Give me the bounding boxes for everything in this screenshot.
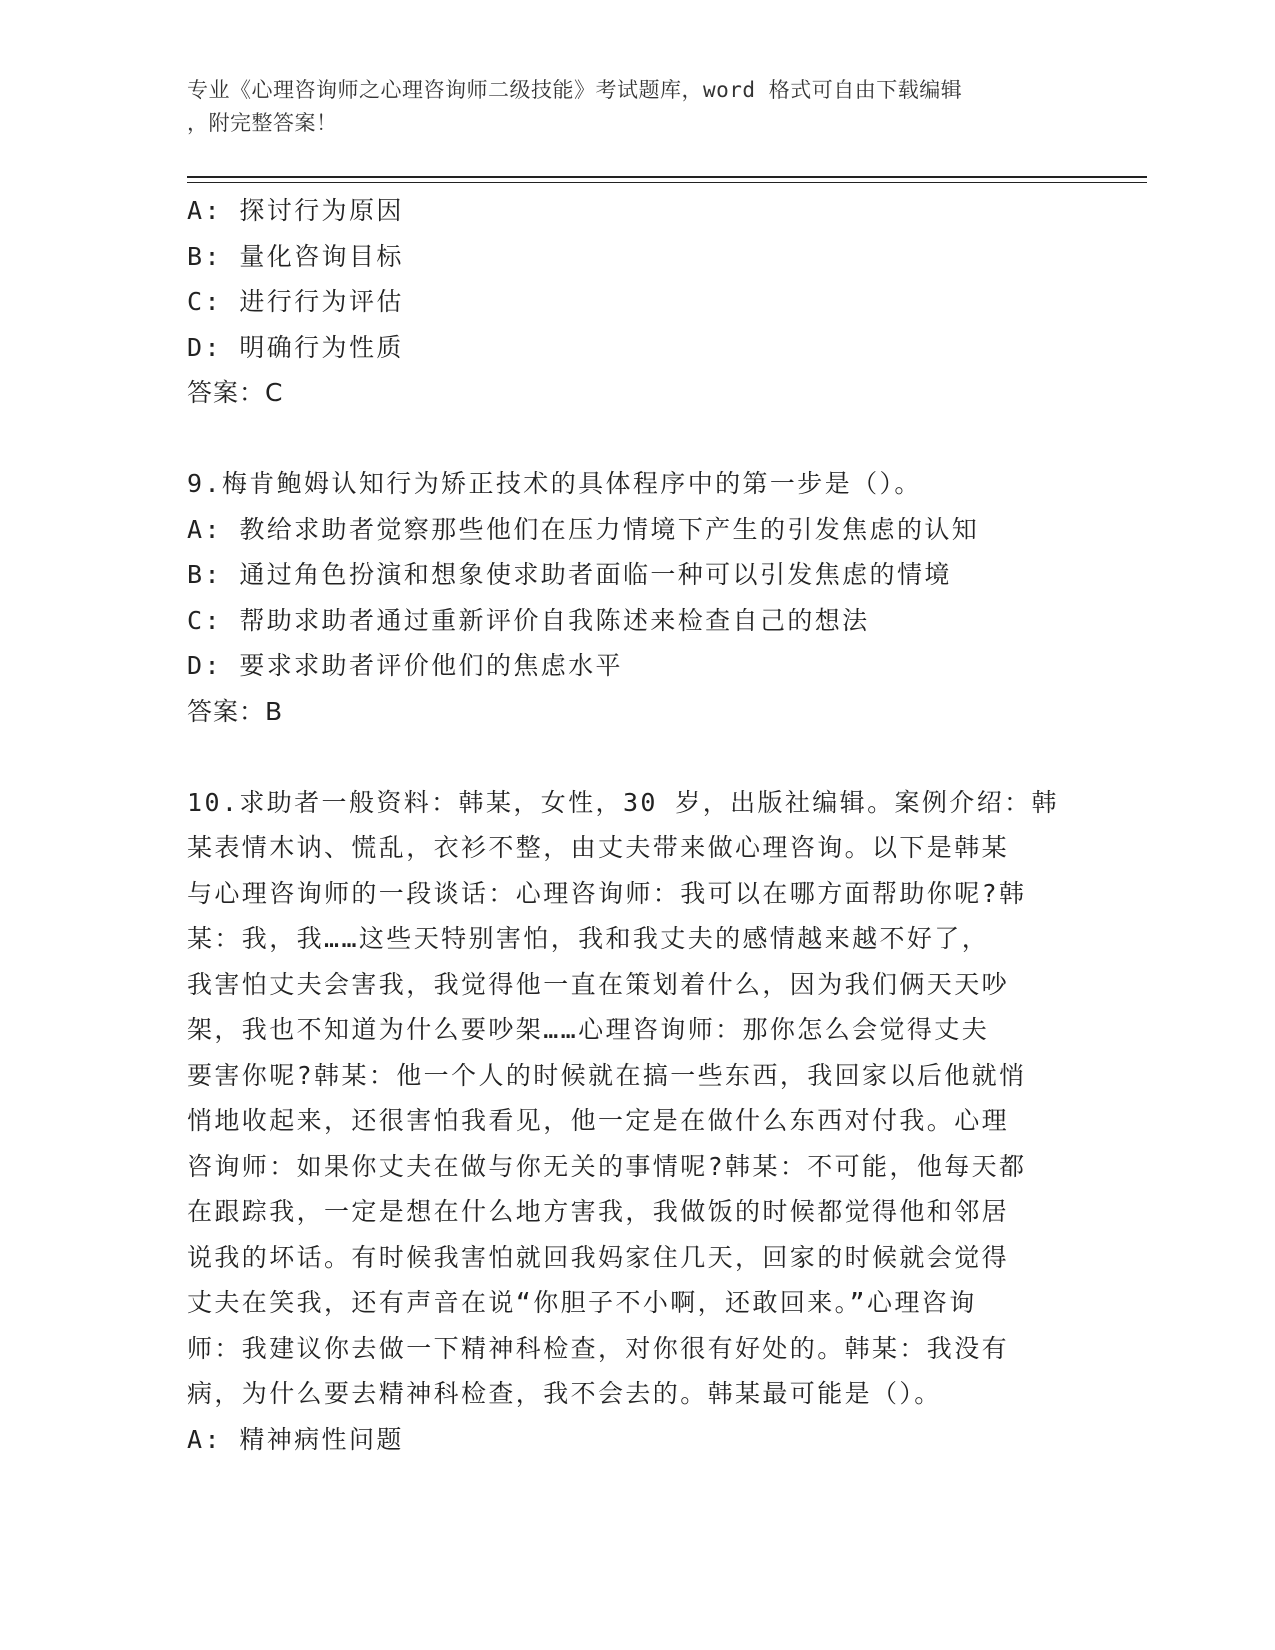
header-line-2: ，附完整答案！ [187,111,338,135]
header-rule-thin [187,182,1147,183]
q10-stem-line: 某：我，我……这些天特别害怕，我和我丈夫的感情越来越不好了， [187,924,990,953]
q8-option-c: C: 进行行为评估 [187,287,404,316]
header-rule-thick [187,176,1147,178]
q9-option-b: B: 通过角色扮演和想象使求助者面临一种可以引发焦虑的情境 [187,560,952,589]
q10-stem-line: 说我的坏话。有时候我害怕就回我妈家住几天，回家的时候就会觉得 [187,1242,1010,1272]
q10-stem-line: 咨询师：如果你丈夫在做与你无关的事情呢?韩某：不可能，他每天都 [187,1151,1027,1181]
q10-stem-line: 要害你呢?韩某：他一个人的时候就在搞一些东西，我回家以后他就悄 [187,1060,1027,1090]
q9-answer: 答案：B [187,696,284,726]
q10-stem-line: 10.求助者一般资料：韩某，女性，30 岁，出版社编辑。案例介绍：韩 [187,787,1059,817]
q8-option-b: B: 量化咨询目标 [187,241,404,271]
document-body [187,188,1087,1462]
q10-stem-line: 架，我也不知道为什么要吵架……心理咨询师：那你怎么会觉得丈夫 [187,1015,990,1044]
q10-stem-line: 悄地收起来，还很害怕我看见，他一定是在做什么东西对付我。心理 [187,1106,1010,1135]
q9-option-c: C: 帮助求助者通过重新评价自我陈述来检查自己的想法 [187,605,870,635]
q9-stem: 9.梅肯鲍姆认知行为矫正技术的具体程序中的第一步是（）。 [187,469,922,498]
header-line-1: 专业《心理咨询师之心理咨询师二级技能》考试题库，word 格式可自由下载编辑 [187,78,963,102]
q9-option-d: D: 要求求助者评价他们的焦虑水平 [187,651,623,680]
q10-stem-line: 与心理咨询师的一段谈话：心理咨询师：我可以在哪方面帮助你呢?韩 [187,878,1027,908]
q9-option-a: A: 教给求助者觉察那些他们在压力情境下产生的引发焦虑的认知 [187,514,980,544]
q10-stem-line: 师：我建议你去做一下精神科检查，对你很有好处的。韩某：我没有 [187,1333,1010,1363]
q10-stem [187,780,1087,1417]
spacer [187,734,1087,780]
q10-option-a: A: 精神病性问题 [187,1424,404,1454]
document-header [187,74,1087,140]
q8-answer: 答案：C [187,378,284,407]
q8-option-a: A: 探讨行为原因 [187,196,404,225]
q10-stem-line: 某表情木讷、慌乱，衣衫不整，由丈夫带来做心理咨询。以下是韩某 [187,833,1010,862]
q10-stem-line: 丈夫在笑我，还有声音在说“你胆子不小啊，还敢回来。”心理咨询 [187,1288,977,1317]
q10-stem-line: 病，为什么要去精神科检查，我不会去的。韩某最可能是（）。 [187,1379,942,1408]
q10-stem-line: 我害怕丈夫会害我，我觉得他一直在策划着什么，因为我们俩天天吵 [187,969,1010,999]
q10-stem-line: 在跟踪我，一定是想在什么地方害我，我做饭的时候都觉得他和邻居 [187,1197,1010,1226]
q8-option-d: D: 明确行为性质 [187,332,404,362]
spacer [187,416,1087,462]
